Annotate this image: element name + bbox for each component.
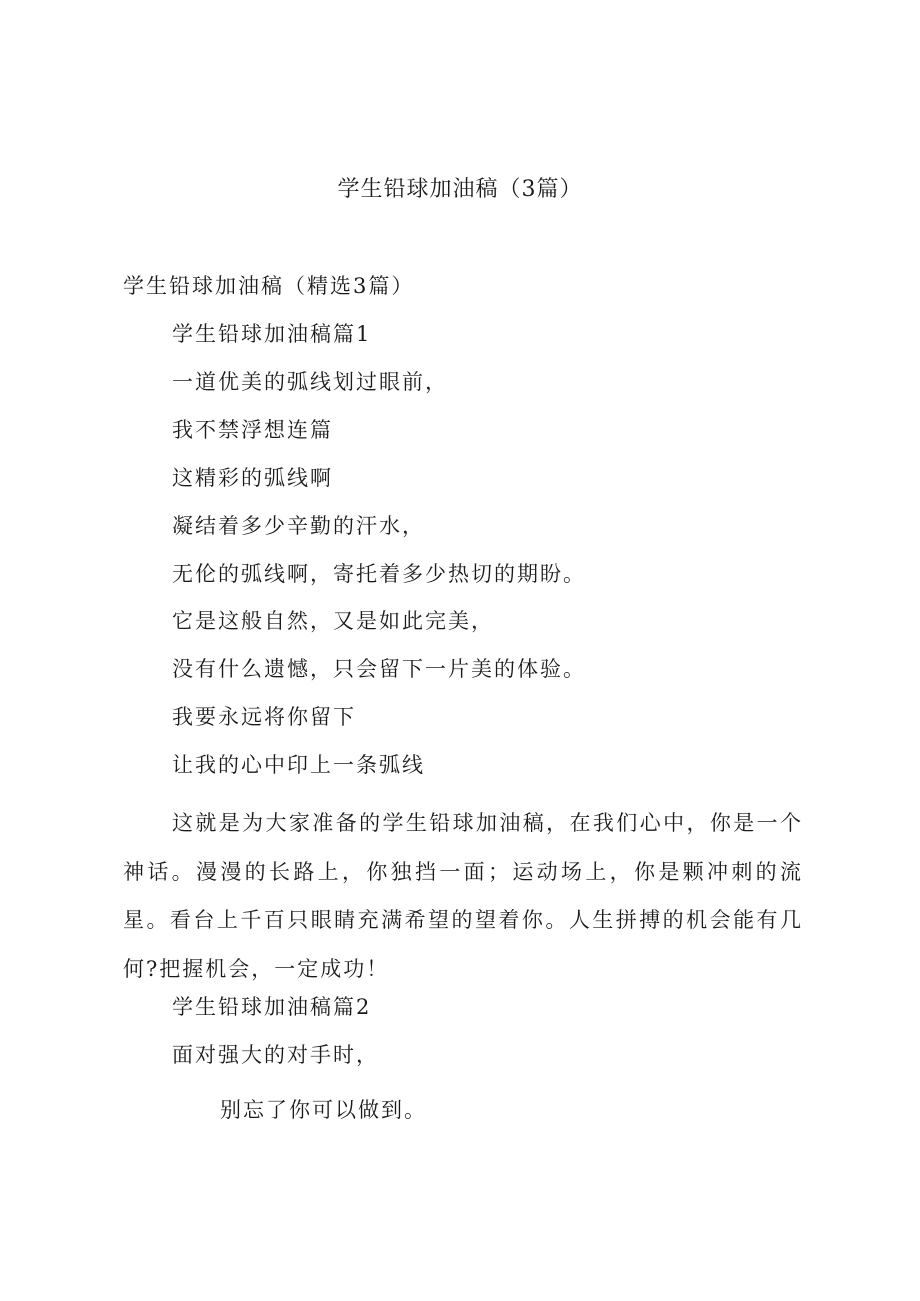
poem-line: 一道优美的弧线划过眼前，: [172, 370, 448, 394]
section-heading-1: 学生铅球加油稿篇1: [172, 322, 372, 346]
body-paragraph: 这就是为大家准备的学生铅球加油稿，在我们心中，你是一个神话。漫漫的长路上，你独挡一面；运动场上，你是颗冲刺的流星。看台上千百只眼睛充满希望的望着你。人生拼搏的机会能有几何?把握机会，一定成功！: [123, 811, 803, 981]
poem-line: 让我的心中印上一条弧线: [172, 753, 425, 777]
poem-line: 面对强大的对手时，: [172, 1043, 379, 1067]
document-subtitle: 学生铅球加油稿（精选3篇）: [123, 274, 415, 298]
poem-line: 它是这般自然，又是如此完美，: [172, 609, 494, 633]
poem-line: 无伦的弧线啊，寄托着多少热切的期盼。: [172, 562, 586, 586]
poem-line: 我不禁浮想连篇: [172, 418, 333, 442]
document-title: 学生铅球加油稿（3篇）: [337, 177, 583, 202]
poem-line: 这精彩的弧线啊: [172, 466, 333, 490]
poem-line: 没有什么遗憾，只会留下一片美的体验。: [172, 657, 586, 681]
poem-line: 我要永远将你留下: [172, 705, 356, 729]
poem-line: 别忘了你可以做到。: [220, 1098, 427, 1122]
poem-line: 凝结着多少辛勤的汗水，: [172, 514, 425, 538]
section-heading-2: 学生铅球加油稿篇2: [172, 995, 372, 1019]
